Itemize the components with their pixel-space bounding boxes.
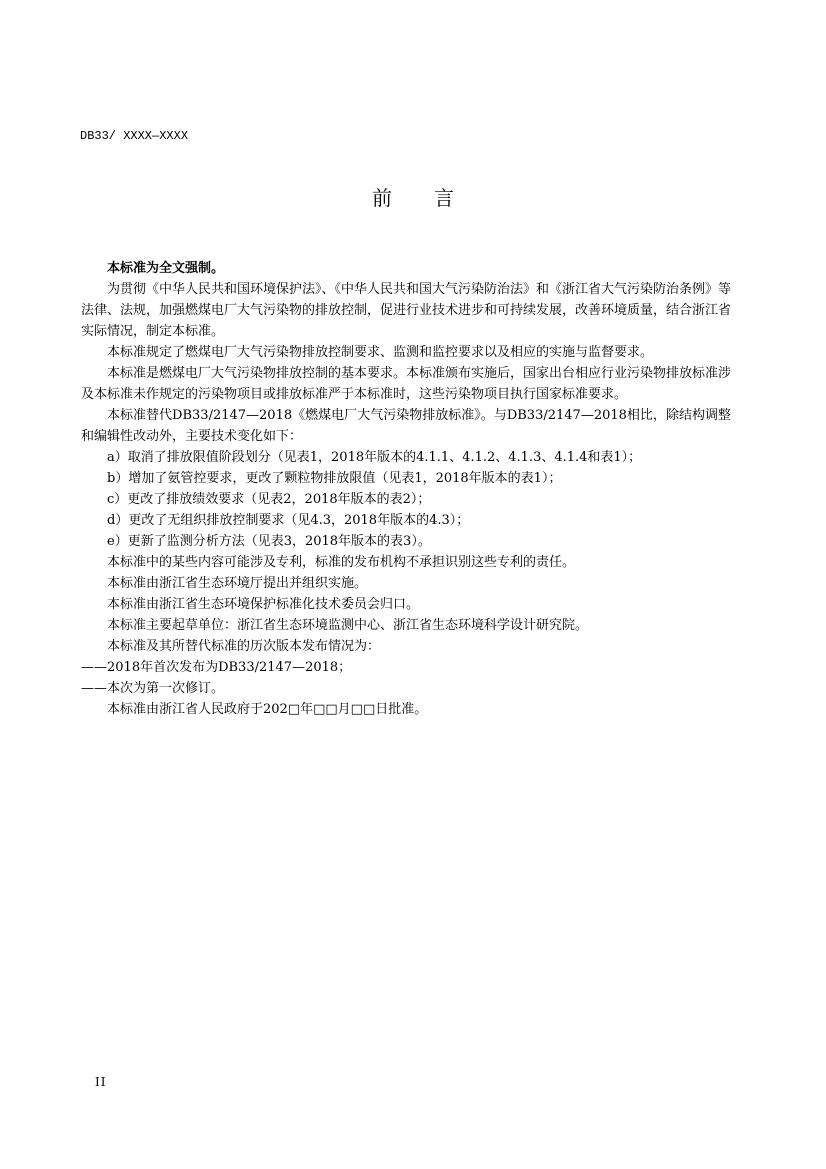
foreword-body bbox=[81, 258, 731, 720]
change-item: e）更新了监测分析方法（见表3，2018年版本的表3）。 bbox=[107, 534, 431, 549]
paragraph-drafters: 本标准主要起草单位：浙江省生态环境监测中心、浙江省生态环境科学设计研究院。 bbox=[107, 618, 589, 633]
paragraph-patent: 本标准中的某些内容可能涉及专利，标准的发布机构不承担识别这些专利的责任。 bbox=[107, 555, 576, 570]
paragraph-replacement: 本标准替代DB33/2147—2018《燃煤电厂大气污染物排放标准》。与DB33/2147—2018相比，除结构调整和编辑性改动外，主要技术变化如下： bbox=[81, 408, 731, 444]
mandatory-statement: 本标准为全文强制。 bbox=[107, 261, 225, 276]
history-item: ——本次为第一次修订。 bbox=[81, 681, 225, 696]
page-title: 前言 bbox=[372, 186, 496, 210]
standard-code: DB33/ XXXX—XXXX bbox=[80, 129, 189, 143]
paragraph-scope: 本标准规定了燃煤电厂大气污染物排放控制要求、监测和监控要求以及相应的实施与监督要求。 bbox=[107, 345, 654, 360]
change-item: d）更改了无组织排放控制要求（见4.3，2018年版本的4.3）； bbox=[107, 513, 470, 528]
paragraph-purpose: 为贯彻《中华人民共和国环境保护法》、《中华人民共和国大气污染防治法》和《浙江省大气污染防治条例》等法律、法规，加强燃煤电厂大气污染物的排放控制，促进行业技术进步和可持续发展，改善环境质量，结合浙江省实际情况，制定本标准。 bbox=[81, 282, 732, 339]
paragraph-basic-requirement: 本标准是燃煤电厂大气污染物排放控制的基本要求。本标准颁布实施后，国家出台相应行业污染物排放标准涉及本标准未作规定的污染物项目或排放标准严于本标准时，这些污染物项目执行国家标准要求。 bbox=[81, 366, 732, 402]
page-number: II bbox=[95, 1075, 107, 1089]
history-item: ——2018年首次发布为DB33/2147—2018； bbox=[81, 660, 352, 675]
paragraph-history-intro: 本标准及其所替代标准的历次版本发布情况为： bbox=[107, 639, 381, 654]
change-item: b）增加了氨管控要求，更改了颗粒物排放限值（见表1，2018年版本的表1）； bbox=[107, 471, 562, 486]
paragraph-committee: 本标准由浙江省生态环境保护标准化技术委员会归口。 bbox=[107, 597, 420, 612]
change-item: c）更改了排放绩效要求（见表2，2018年版本的表2）； bbox=[107, 492, 431, 507]
paragraph-approval: 本标准由浙江省人民政府于202□年□□月□□日批准。 bbox=[107, 702, 428, 717]
change-item: a）取消了排放限值阶段划分（见表1，2018年版本的4.1.1、4.1.2、4.1.3、4.1.4和表1）； bbox=[107, 450, 642, 465]
paragraph-proposer: 本标准由浙江省生态环境厅提出并组织实施。 bbox=[107, 576, 368, 591]
